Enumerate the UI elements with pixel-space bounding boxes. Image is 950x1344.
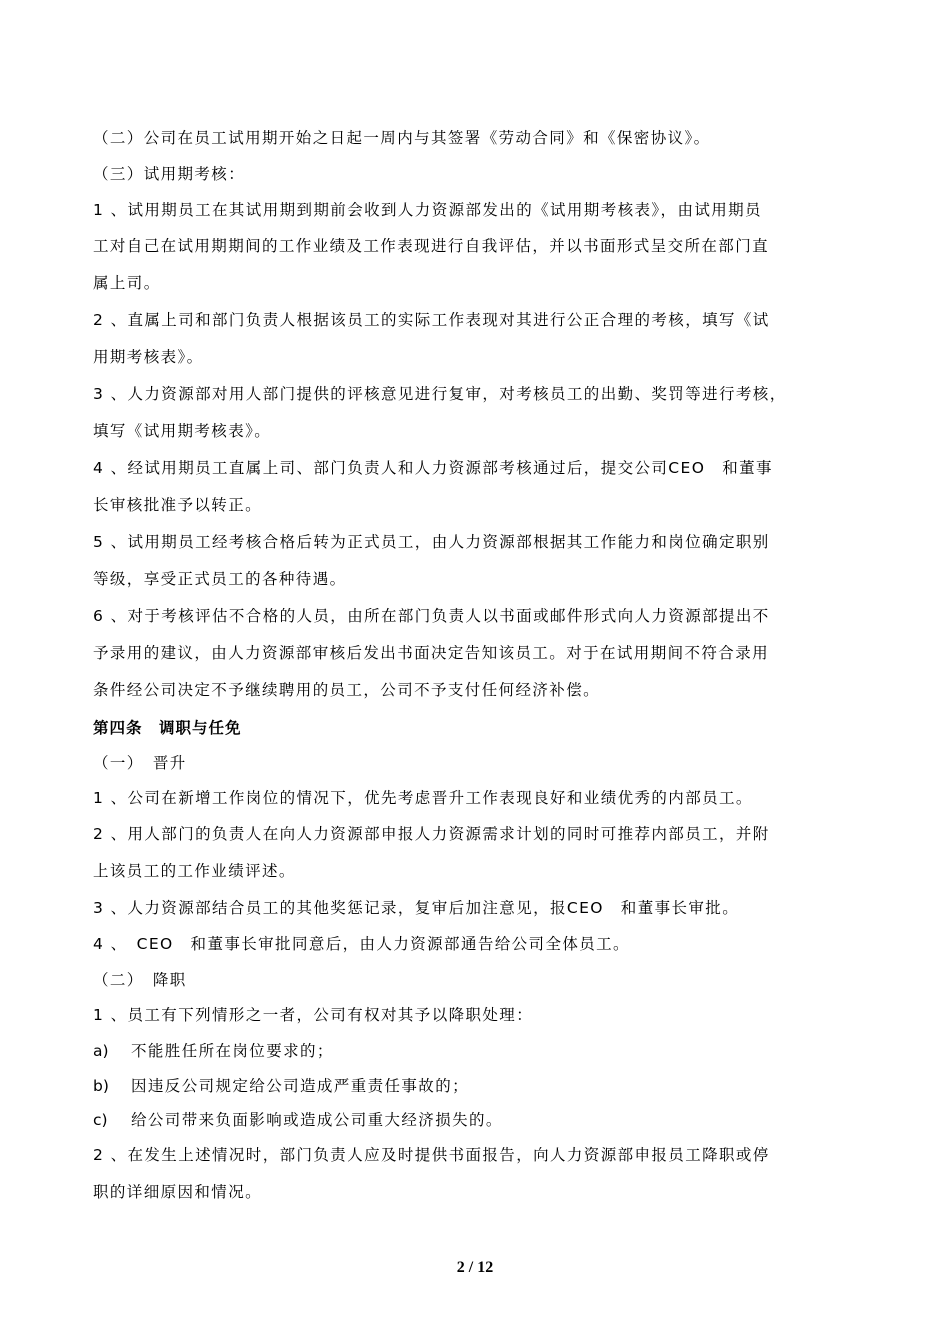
paragraph-line: 条件经公司决定不予继续聘用的员工，公司不予支付任何经济补偿。 [93, 681, 601, 699]
paragraph-line: 4 、经试用期员工直属上司、部门负责人和人力资源部考核通过后，提交公司CEO 和董事 [93, 459, 773, 477]
paragraph-line: 用期考核表》。 [93, 348, 204, 366]
paragraph-line: 上该员工的工作业绩评述。 [93, 862, 296, 880]
list-item-label: b) [93, 1077, 109, 1095]
paragraph-line: 3 、人力资源部对用人部门提供的评核意见进行复审，对考核员工的出勤、奖罚等进行考核， [93, 385, 787, 403]
list-item-text: 不能胜任所在岗位要求的； [131, 1042, 334, 1060]
section-heading: （一） 晋升 [93, 754, 187, 772]
paragraph-line: 3 、人力资源部结合员工的其他奖惩记录，复审后加注意见，报CEO 和董事长审批。 [93, 899, 740, 917]
paragraph-line: 6 、对于考核评估不合格的人员，由所在部门负责人以书面或邮件形式向人力资源部提出不 [93, 607, 770, 625]
page-number: 2 / 12 [456, 1259, 494, 1276]
paragraph-line: 长审核批准予以转正。 [93, 496, 263, 514]
paragraph-line: 2 、在发生上述情况时，部门负责人应及时提供书面报告，向人力资源部申报员工降职或停 [93, 1146, 770, 1164]
paragraph-line: 1 、员工有下列情形之一者，公司有权对其予以降职处理： [93, 1006, 534, 1024]
paragraph-line: 2 、直属上司和部门负责人根据该员工的实际工作表现对其进行公正合理的考核，填写《试 [93, 311, 770, 329]
paragraph-line: 4 、 CEO 和董事长审批同意后，由人力资源部通告给公司全体员工。 [93, 935, 630, 953]
list-item-text: 给公司带来负面影响或造成公司重大经济损失的。 [131, 1111, 503, 1129]
paragraph-line: 5 、试用期员工经考核合格后转为正式员工，由人力资源部根据其工作能力和岗位确定职别 [93, 533, 770, 551]
paragraph-line: 予录用的建议，由人力资源部审核后发出书面决定告知该员工。对于在试用期间不符合录用 [93, 644, 770, 662]
list-item-text: 因违反公司规定给公司造成严重责任事故的； [131, 1077, 470, 1095]
list-item-label: c) [93, 1111, 108, 1129]
article-heading: 第四条 调职与任免 [93, 719, 242, 737]
paragraph-line: 1 、试用期员工在其试用期到期前会收到人力资源部发出的《试用期考核表》，由试用期员 [93, 201, 762, 219]
paragraph-line: 填写《试用期考核表》。 [93, 422, 272, 440]
list-item [93, 1110, 503, 1130]
section-heading: （二） 降职 [93, 971, 187, 989]
paragraph-line: 2 、用人部门的负责人在向人力资源部申报人力资源需求计划的同时可推荐内部员工，并附 [93, 825, 770, 843]
list-item [93, 1041, 334, 1061]
paragraph-line: 1 、公司在新增工作岗位的情况下，优先考虑晋升工作表现良好和业绩优秀的内部员工。 [93, 789, 753, 807]
section-heading: （三）试用期考核： [93, 165, 246, 183]
paragraph-line: 等级，享受正式员工的各种待遇。 [93, 570, 347, 588]
list-item-label: a) [93, 1042, 109, 1060]
paragraph-line: （二）公司在员工试用期开始之日起一周内与其签署《劳动合同》和《保密协议》。 [93, 129, 711, 147]
list-item [93, 1076, 469, 1096]
paragraph-line: 职的详细原因和情况。 [93, 1183, 263, 1201]
paragraph-line: 属上司。 [93, 274, 161, 292]
paragraph-line: 工对自己在试用期期间的工作业绩及工作表现进行自我评估，并以书面形式呈交所在部门直 [93, 237, 770, 255]
